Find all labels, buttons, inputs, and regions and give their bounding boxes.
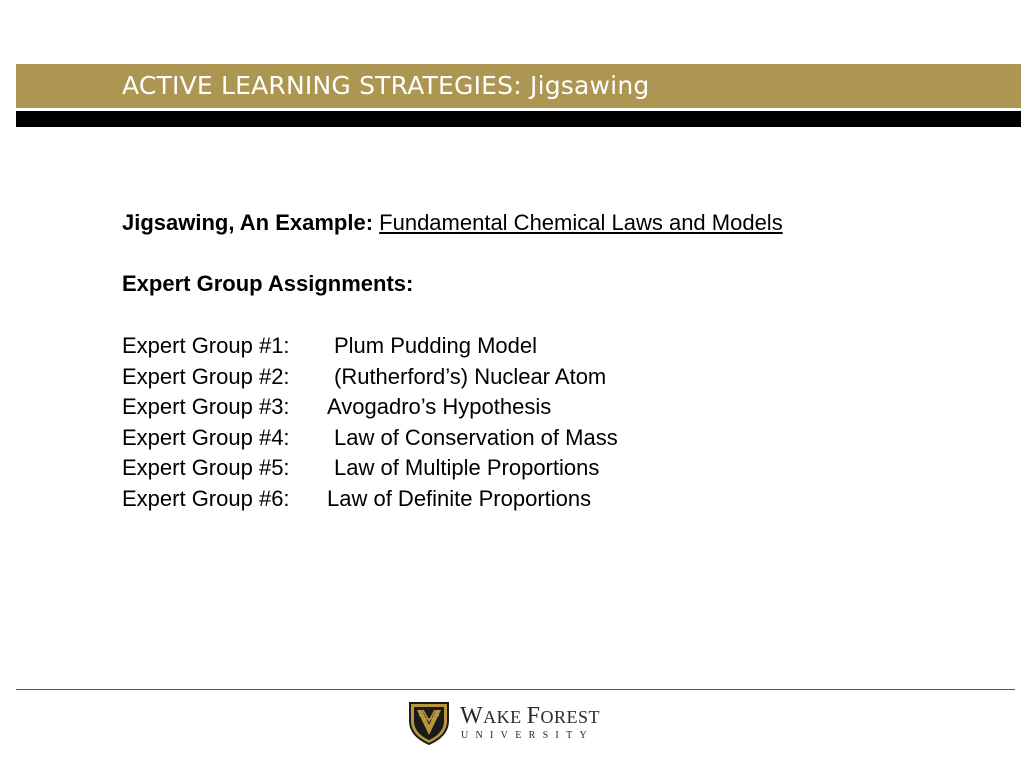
assignments-heading: Expert Group Assignments: [122,271,414,296]
example-heading-prefix: Jigsawing, An Example: [122,210,374,235]
expert-group-topic: Law of Conservation of Mass [334,424,618,450]
expert-group-label: Expert Group #5: [122,455,290,480]
title-bar [16,64,1021,108]
expert-group-topic: Avogadro’s Hypothesis [327,394,552,419]
expert-group-label: Expert Group #4: [122,424,290,450]
expert-group-label: Expert Group #1: [122,333,290,358]
expert-group-label: Expert Group #6: [122,485,290,511]
expert-group-list [122,331,618,514]
expert-group-item [122,362,618,393]
logo-subtitle: UNIVERSITY [461,730,594,741]
example-heading-topic: Fundamental Chemical Laws and Models [379,210,783,235]
footer-divider [16,689,1015,690]
expert-group-topic: (Rutherford’s) Nuclear Atom [334,363,607,389]
expert-group-item [122,392,618,423]
slide-title: ACTIVE LEARNING STRATEGIES: Jigsawing [122,71,650,100]
expert-group-topic: Plum Pudding Model [334,333,538,358]
example-heading [122,209,783,237]
expert-group-item [122,423,618,454]
wake-forest-shield-icon [408,701,450,745]
expert-group-label: Expert Group #3: [122,394,290,419]
title-underline-bar [16,111,1021,127]
expert-group-item [122,331,618,362]
logo-wordmark: WAKE FOREST [460,703,601,729]
expert-group-label: Expert Group #2: [122,363,290,389]
expert-group-topic: Law of Multiple Proportions [334,455,600,480]
expert-group-item [122,484,618,515]
expert-group-topic: Law of Definite Proportions [327,485,592,511]
wake-forest-logo [408,700,618,746]
expert-group-item [122,453,618,484]
